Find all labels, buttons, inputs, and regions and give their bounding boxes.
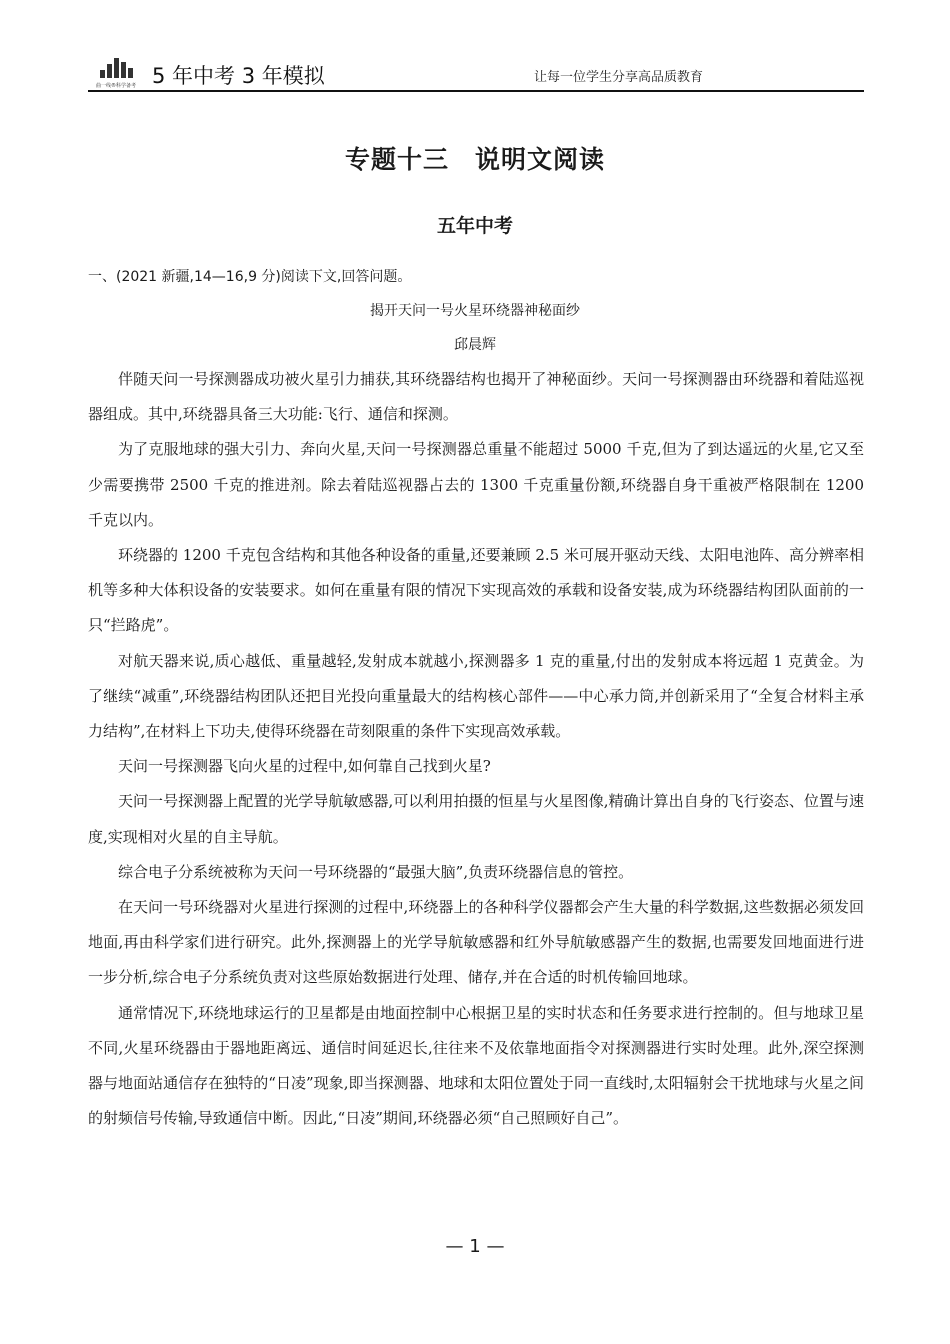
article-body [88,362,864,1136]
paragraph: 对航天器来说,质心越低、重量越轻,发射成本就越小,探测器多 1 克的重量,付出的发射成本将远超 1 克黄金。为了继续“减重”,环绕器结构团队还把目光投向重量最大的结构核心部件——中心承力筒,并创新采用了“全复合材料主承力结构”,在材料上下功夫,使得环绕器在苛刻限重的条件下实现高效承载。 [88,651,864,741]
page-title: 专题十三 说明文阅读 [344,145,605,174]
section-title: 五年中考 [436,215,513,237]
paragraph: 天问一号探测器飞向火星的过程中,如何靠自己找到火星? [118,757,491,776]
brand-title: 5 年中考 3 年模拟 [152,64,325,88]
paragraph: 伴随天问一号探测器成功被火星引力捕获,其环绕器结构也揭开了神秘面纱。天问一号探测器由环绕器和着陆巡视器组成。其中,环绕器具备三大功能:飞行、通信和探测。 [88,370,864,424]
header-slogan: 让每一位学生分享高品质教育 [534,70,704,85]
paragraph: 综合电子分系统被称为天问一号环绕器的“最强大脑”,负责环绕器信息的管控。 [118,862,634,881]
header-divider [88,90,864,92]
publisher-logo-icon [96,58,140,90]
logo-caption: 曲一线®科学备考 [96,83,137,89]
article-author: 邱晨辉 [454,337,496,353]
question-intro: 一、(2021 新疆,14—16,9 分)阅读下文,回答问题。 [88,269,412,285]
article-title: 揭开天问一号火星环绕器神秘面纱 [370,303,580,319]
paragraph: 在天问一号环绕器对火星进行探测的过程中,环绕器上的各种科学仪器都会产生大量的科学数据,这些数据必须发回地面,再由科学家们进行研究。此外,探测器上的光学导航敏感器和红外导航敏感器产生的数据,也需要发回地面进行进一步分析,综合电子分系统负责对这些原始数据进行处理、储存,并在合适的时机传输回地球。 [88,898,864,987]
page-header [88,54,864,94]
paragraph: 环绕器的 1200 千克包含结构和其他各种设备的重量,还要兼顾 2.5 米可展开驱动天线、太阳电池阵、高分辨率相机等多种大体积设备的安装要求。如何在重量有限的情况下实现高效的承载和设备安装,成为环绕器结构团队面前的一只“拦路虎”。 [88,546,864,635]
paragraph: 天问一号探测器上配置的光学导航敏感器,可以利用拍摄的恒星与火星图像,精确计算出自身的飞行姿态、位置与速度,实现相对火星的自主导航。 [88,792,864,846]
paragraph: 为了克服地球的强大引力、奔向火星,天问一号探测器总重量不能超过 5000 千克,但为了到达遥远的火星,它又至少需要携带 2500 千克的推进剂。除去着陆巡视器占去的 1300 千克重量份额,环绕器自身干重被严格限制在 1200 千克以内。 [88,440,864,529]
page-number: — 1 — [445,1236,505,1257]
paragraph: 通常情况下,环绕地球运行的卫星都是由地面控制中心根据卫星的实时状态和任务要求进行控制的。但与地球卫星不同,火星环绕器由于器地距离远、通信时间延迟长,往往来不及依靠地面指令对探测器进行实时处理。此外,深空探测器与地面站通信存在独特的“日凌”现象,即当探测器、地球和太阳位置处于同一直线时,太阳辐射会干扰地球与火星之间的射频信号传输,导致通信中断。因此,“日凌”期间,环绕器必须“自己照顾好自己”。 [88,1003,864,1128]
